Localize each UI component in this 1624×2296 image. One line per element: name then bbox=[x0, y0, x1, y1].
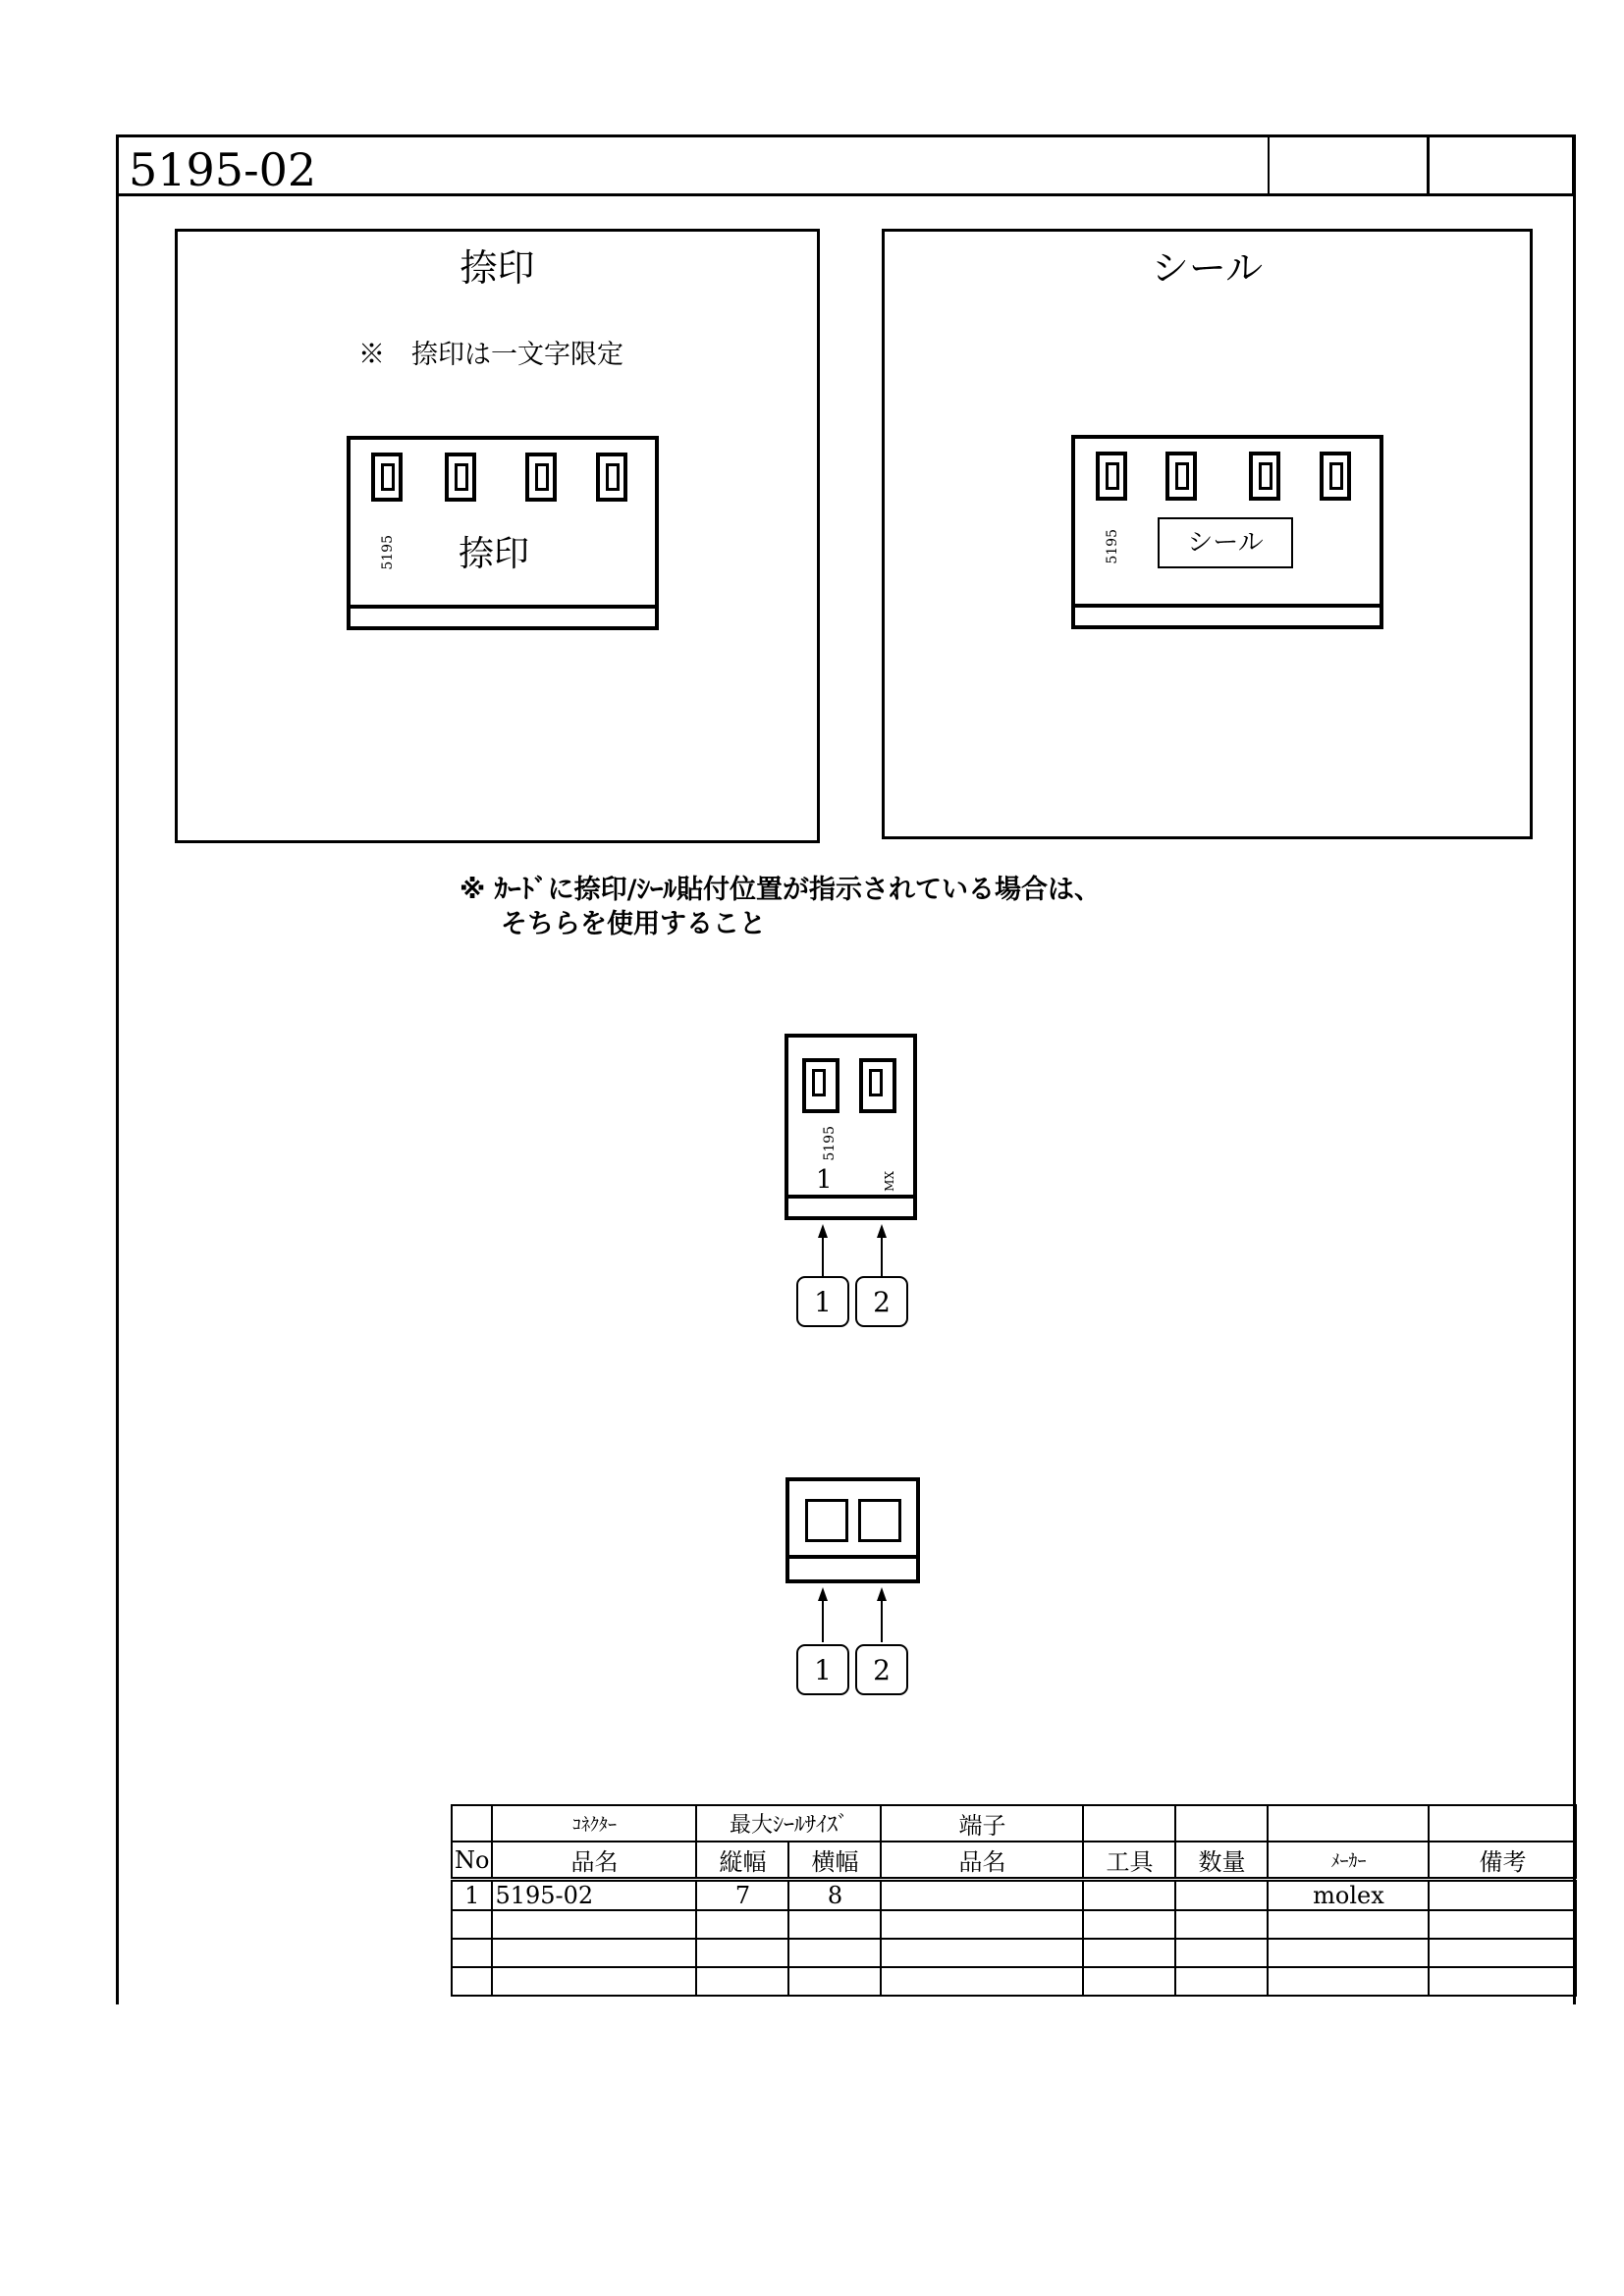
table-cell bbox=[1268, 1939, 1429, 1967]
table-cell bbox=[1083, 1880, 1175, 1911]
table-cell bbox=[1268, 1967, 1429, 1996]
table-header-cell: 横幅 bbox=[788, 1842, 881, 1880]
frame-left-border bbox=[116, 134, 119, 2004]
notice-line-1: ※ ｶｰﾄﾞに捺印/ｼｰﾙ貼付位置が指示されている場合は、 bbox=[460, 875, 1102, 905]
pin-slot-icon bbox=[445, 453, 476, 502]
stamp-panel bbox=[175, 229, 820, 843]
table-header-cell bbox=[1175, 1805, 1268, 1842]
connector-base-strip bbox=[789, 1555, 916, 1559]
pin-slot-icon bbox=[1249, 452, 1280, 501]
table-cell bbox=[696, 1939, 788, 1967]
seal-connector-diagram bbox=[1071, 435, 1383, 629]
table-cell bbox=[1429, 1939, 1576, 1967]
table-header-cell bbox=[1429, 1805, 1576, 1842]
connector-base-strip bbox=[788, 1195, 913, 1199]
stamp-note: ※ 捺印は一文字限定 bbox=[358, 340, 623, 370]
table-cell bbox=[881, 1880, 1083, 1911]
table-cell: 8 bbox=[788, 1880, 881, 1911]
table-cell bbox=[1268, 1910, 1429, 1939]
table-row bbox=[452, 1880, 1576, 1911]
pin-slot-icon bbox=[371, 453, 403, 502]
rear-connector-diagram bbox=[785, 1477, 920, 1583]
pin-1-label: 1 bbox=[816, 1165, 833, 1195]
title-block bbox=[116, 134, 1575, 196]
pin-slot-icon bbox=[1320, 452, 1351, 501]
table-row bbox=[452, 1939, 1576, 1967]
table-header-cell: 数量 bbox=[1175, 1842, 1268, 1880]
table-header-cell: 品名 bbox=[881, 1842, 1083, 1880]
table-cell: 7 bbox=[696, 1880, 788, 1911]
table-cell bbox=[492, 1939, 696, 1967]
table-header-cell: 品名 bbox=[492, 1842, 696, 1880]
stamp-connector-diagram bbox=[347, 436, 659, 630]
table-header-cell: No bbox=[452, 1842, 492, 1880]
table-cell bbox=[1429, 1967, 1576, 1996]
connector-code: 5195 bbox=[1105, 529, 1120, 564]
seal-panel-title: シール bbox=[1151, 246, 1264, 290]
callout-pin-2: 2 bbox=[855, 1644, 908, 1695]
table-header-cell: 工具 bbox=[1083, 1842, 1175, 1880]
table-header-cell: ｺﾈｸﾀｰ bbox=[492, 1805, 696, 1842]
table-cell bbox=[1429, 1910, 1576, 1939]
table-header-cell: ﾒｰｶｰ bbox=[1268, 1842, 1429, 1880]
table-cell bbox=[1175, 1880, 1268, 1911]
table-header-row bbox=[452, 1805, 1576, 1842]
seal-label-box: シール bbox=[1158, 517, 1293, 568]
table-header-cell: 端子 bbox=[881, 1805, 1083, 1842]
callout-pin-2: 2 bbox=[855, 1276, 908, 1327]
cavity-icon bbox=[805, 1499, 848, 1542]
notice-line-2: そちらを使用すること bbox=[501, 909, 766, 939]
pin-slot-icon bbox=[802, 1058, 839, 1113]
table-cell bbox=[696, 1967, 788, 1996]
stamp-mark: 捺印 bbox=[459, 534, 530, 574]
table-cell bbox=[788, 1939, 881, 1967]
table-cell bbox=[1083, 1939, 1175, 1967]
table-cell bbox=[1175, 1910, 1268, 1939]
table-cell bbox=[788, 1910, 881, 1939]
table-cell bbox=[1175, 1939, 1268, 1967]
table-cell bbox=[452, 1910, 492, 1939]
stamp-panel-title: 捺印 bbox=[460, 246, 535, 290]
table-cell bbox=[1429, 1880, 1576, 1911]
connector-base-strip bbox=[1075, 604, 1380, 608]
seal-panel bbox=[882, 229, 1533, 839]
table-cell: 1 bbox=[452, 1880, 492, 1911]
table-header-cell: 備考 bbox=[1429, 1842, 1576, 1880]
pin-slot-icon bbox=[525, 453, 557, 502]
table-header-cell bbox=[452, 1805, 492, 1842]
table-cell bbox=[1083, 1910, 1175, 1939]
pin-slot-icon bbox=[1165, 452, 1197, 501]
table-cell bbox=[881, 1967, 1083, 1996]
pin-slot-icon bbox=[596, 453, 627, 502]
part-number-title: 5195-02 bbox=[129, 143, 317, 196]
table-header-cell: 縦幅 bbox=[696, 1842, 788, 1880]
table-header-cell: 最大ｼｰﾙｻｲｽﾞ bbox=[696, 1805, 881, 1842]
table-cell bbox=[492, 1910, 696, 1939]
table-cell bbox=[696, 1910, 788, 1939]
table-row bbox=[452, 1967, 1576, 1996]
front-connector-diagram bbox=[785, 1034, 917, 1220]
title-divider bbox=[1268, 137, 1270, 193]
table-cell bbox=[1083, 1967, 1175, 1996]
table-cell bbox=[1175, 1967, 1268, 1996]
side-mark: MX bbox=[883, 1171, 896, 1192]
table-header-row bbox=[452, 1842, 1576, 1880]
table-row bbox=[452, 1910, 1576, 1939]
table-cell: 5195-02 bbox=[492, 1880, 696, 1911]
frame-right-border bbox=[1573, 134, 1576, 2004]
connector-base-strip bbox=[351, 605, 655, 609]
table-cell bbox=[492, 1967, 696, 1996]
callout-pin-1: 1 bbox=[796, 1644, 849, 1695]
table-cell bbox=[452, 1967, 492, 1996]
table-cell bbox=[881, 1910, 1083, 1939]
callout-pin-1: 1 bbox=[796, 1276, 849, 1327]
table-header-cell bbox=[1268, 1805, 1429, 1842]
table-cell: molex bbox=[1268, 1880, 1429, 1911]
pin-slot-icon bbox=[1096, 452, 1127, 501]
table-header-cell bbox=[1083, 1805, 1175, 1842]
title-divider bbox=[1427, 137, 1430, 193]
connector-code: 5195 bbox=[822, 1126, 838, 1161]
table-cell bbox=[452, 1939, 492, 1967]
cavity-icon bbox=[858, 1499, 901, 1542]
table-cell bbox=[881, 1939, 1083, 1967]
connector-code: 5195 bbox=[380, 535, 396, 570]
pin-slot-icon bbox=[859, 1058, 896, 1113]
spec-table bbox=[451, 1804, 1577, 1997]
table-cell bbox=[788, 1967, 881, 1996]
